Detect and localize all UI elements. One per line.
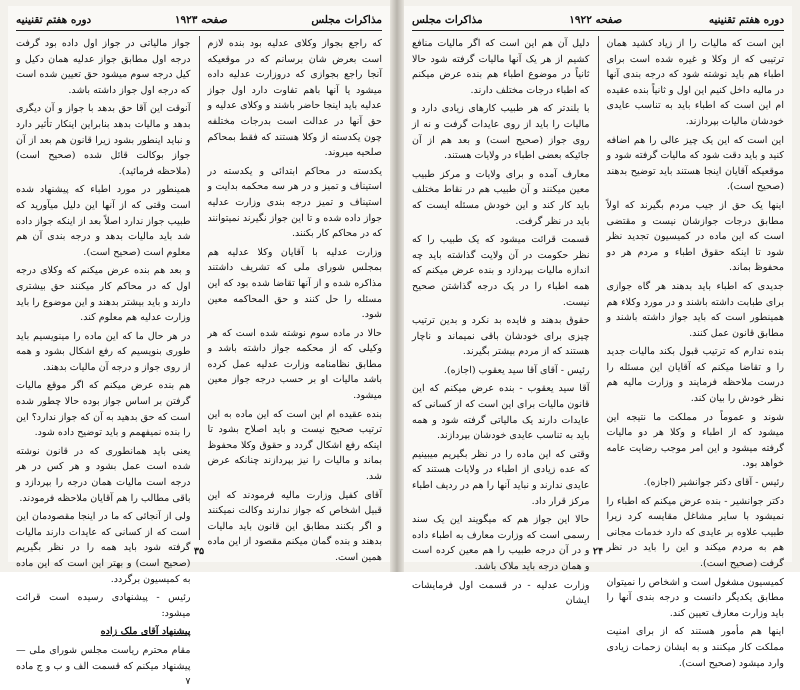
header-session-title: دوره هفتم تقنینیه	[708, 14, 784, 26]
paragraph: ولی از آنجائی که ما در اینجا مقصودمان این است که از کسانی که عایدات دارند مالیات گرفته شود باید همه را در نظر بگیریم (صحیح است) و بهتر این است که این ماده به کمیسیون برگردد.	[16, 511, 191, 585]
paragraph: وقتی که این ماده را در نظر بگیریم میبینیم که عده زیادی از اطباء در ولایات هستند که عایدی ندارند و نباید آنها را هم در ردیف اطباء مرکز قرار داد.	[412, 448, 590, 507]
paragraph: قسمت قرائت میشود که یک طبیب را که نظر حکومت در آن ولایت گذاشته باید چه اندازه مالیات بپردازد و بنده عرض میکنم که همه اطباء را در یک درجه گذاشتن صحیح نیست.	[412, 234, 590, 308]
paragraph: دکتر جوانشیر - بنده عرض میکنم که اطباء را نمیشود با سایر مشاغل مقایسه کرد زیرا طبیب علاوه بر عایدی که دارد خدمات مجانی هم به مردم میکند و این را باید در نظر گرفت (صحیح است).	[606, 495, 784, 569]
paragraph: همینطور در مورد اطباء که پیشنهاد شده است وقتی که از آنها این دلیل میآورید که طبیب جواز ندارد اصلاً بعد از اینکه جواز داده شد باید مالیات بدهد و درجه بندی آن هم معلوم است (صحیح است).	[16, 184, 191, 258]
text-column-right	[207, 36, 383, 563]
paragraph: آقا سید یعقوب - بنده عرض میکنم که این قانون مالیات برای این است که از کسانی که عایدات دارند یک مالیاتی گرفته شود و همه باید به تناسب عایدی خودشان بپردازند.	[412, 383, 590, 442]
paragraph: حالا این جواز هم که میگویند این یک سند رسمی است که وزارت معارف به اطباء داده و در آن درجه طبیب را هم معین کرده است و همان درجه باید ملاک باشد.	[412, 514, 590, 572]
text-column-left	[16, 36, 191, 688]
paragraph: وزارت عدلیه - در قسمت اول فرمایشات ایشان	[412, 579, 590, 607]
header-rule	[412, 30, 784, 31]
paragraph: رئیس - آقای آقا سید یعقوب (اجازه).	[443, 364, 590, 376]
page-header	[412, 12, 784, 28]
book-gutter	[390, 0, 404, 572]
header-page-label: صفحه ۱۹۲۲	[569, 14, 623, 26]
page-footer	[412, 544, 784, 558]
paragraph: که راجع بجواز وکلای عدلیه بود بنده لازم است بعرض شان برسانم که در موقعیکه آنجا راجع بجوازی که دروزارت عدلیه داده میشود یا آنها باهم تفاوت دارد اول جواز عدلیه باید اینجا حاضر باشند و وکلای عدلیه و حق آنها در عدالت است بدرجات مختلفه چون یکدسته از وکلا هستند که فقط بمحاکم صلحیه میروند.	[207, 38, 382, 159]
header-journal-title: مذاکرات مجلس	[311, 14, 382, 26]
paragraph: کمیسیون مشغول است و اشخاص را نمیتوان مطابق یکدیگر دانست و درجه بندی آنها را باید وزارت معارف تعیین کند.	[606, 576, 784, 619]
paragraph: حالا در ماده سوم نوشته شده است که هر وکیلی که از محکمه جواز داشته باشد و مطابق نظامنامه وزارت عدلیه عمل کرده باشد مالیات او بر حسب درجه جواز معین میشود.	[207, 327, 382, 402]
paragraph: رئیس - آقای دکتر جوانشیر (اجازه).	[643, 477, 784, 489]
paragraph: در هر حال ما که این ماده را مینویسیم باید طوری بنویسیم که رفع اشکال بشود و همه از روی جواز و درجه آن مالیات بدهند.	[16, 330, 191, 373]
paragraph: دلیل آن هم این است که اگر مالیات منافع کشیم از هر یک آنها مالیات گرفته شود حالا ثانیاً در موضوع اطباء هم بنده عرض میکنم که اطباء درجات مختلف دارند.	[412, 38, 590, 96]
paragraph: یعنی باید همانطوری که در قانون نوشته شده است عمل بشود و هر کس در هر درجه است مالیات همان درجه را بپردازد و باقی مطالب را هم آقایان ملاحظه فرمودند.	[16, 445, 191, 504]
paragraph: این است که این یک چیز عالی را هم اضافه کنید و باید دقت شود که مالیات گرفته شود و موقعیکه آقایان اینجا هستند باید توضیح بدهند (صحیح است).	[606, 134, 784, 193]
proposal-body: مقام محترم ریاست مجلس شورای ملی — پیشنهاد میکنم که قسمت الف و ب و ج ماده ۷	[16, 644, 191, 688]
paragraph: جواز مالیاتی در جواز اول داده بود گرفت درجه اول مطابق جواز عدلیه همان دکیل و کیل درجه سوم میشود حق تعیین شده است که درجه اول جواز داشته باشد.	[16, 38, 191, 96]
page-number: ۲۴	[592, 545, 604, 557]
page-header	[16, 12, 382, 28]
paragraph: هم بنده عرض میکنم که اگر موقع مالیات گرفتن بر اساس جواز بوده حالا چطور شده است که حق بدهید به آن که جواز ندارد؟ این را بنده نمیفهمم و باید توضیح داده شود.	[16, 380, 191, 439]
paragraph: آقای کفیل وزارت مالیه فرمودند که این قبیل اشخاص که جواز ندارند وکالت نمیکنند و اگر بکنند مطابق این قانون باید مالیات بدهند و بنده گمان میکنم مقصود از این ماده همین است.	[207, 489, 382, 563]
paragraph: با بلندتر که هر طبیب کارهای زیادی دارد و مالیات را باید از روی عایدات گرفت و نه از روی جواز (صحیح است) و بعد هم از آن جائیکه بعضی اطباء در ولایات هستند.	[412, 103, 590, 162]
paragraph: وزارت عدلیه با آقایان وکلا عدلیه هم بمجلس شورای ملی که تشریف داشتند مذاکره شده و از آنها تقاضا شده بود که این مسئله را حل کنند و حق المحاکمه معین شود.	[207, 246, 382, 321]
paragraph: اینها هم مأمور هستند که از برای امنیت مملکت کار میکنند و به ایشان زحمات زیادی وارد میشود (صحیح است).	[606, 626, 784, 669]
column-divider	[199, 36, 200, 540]
paragraph: و بعد هم بنده عرض میکنم که وکلای درجه اول که در محاکم کار میکنند حق بیشتری دارند و باید بیشتر بدهند و این موضوع را باید وزارت عدلیه هم معلوم کند.	[16, 265, 191, 324]
proposal-title: پیشنهاد آقای ملک زاده	[100, 626, 191, 638]
right-page	[404, 6, 792, 669]
paragraph: رئیس - پیشنهادی رسیده است قرائت میشود:	[16, 592, 191, 619]
left-page	[8, 6, 390, 688]
page-number: ۳۵	[193, 545, 205, 557]
text-column-right	[606, 36, 785, 669]
paragraph: حقوق بدهند و فایده بد نکرد و بدین ترتیب چیزی برای خودشان باقی نمیماند و ناچار هستند که از مردم بیشتر بگیرند.	[412, 315, 590, 358]
paragraph: این است که مالیات را از زیاد کشید همان ترتیبی که از وکلا و غیره شده است برای اطباء هم باید نوشته شود که درجه بندی آنها در مالیه داخل کنیم این اول و ثانیاً بنده عقیده ام این است که اطباء باید به تناسب عایدی خودشان مالیات بپردازند.	[606, 38, 784, 127]
header-journal-title: مذاکرات مجلس	[412, 14, 483, 26]
column-divider	[598, 36, 599, 540]
text-column-left	[412, 36, 590, 607]
paragraph: جدیدی که اطباء باید بدهند هر گاه جوازی برای طبابت داشته باشند و در مورد وکلاء هم همینطور است که باید جواز داشته باشند و مطابق قانون عمل کنند.	[606, 280, 784, 339]
paragraph: یکدسته در محاکم ابتدائی و یکدسته در استیناف و تمیز و در هر سه محکمه بدایت و استیناف و تمیز درجه بندی وزارت عدلیه جواز داده شده و تا این جواز نگیرند نمیتوانند که در محاکم کار بکنند.	[207, 165, 382, 240]
paragraph: بنده ندارم که ترتیب قبول بکند مالیات جدید را و تقاضا میکنم که آقایان این مسئله را درست ملاحظه فرمایند و وزارت مالیه هم نظر خودش را بیان کند.	[606, 346, 784, 405]
paragraph: شوند و عموماً در مملکت ما نتیجه این میشود که از اطباء و وکلا هر دو مالیات گرفته میشود و این امر موجب رضایت عامه خواهد بود.	[606, 411, 784, 470]
paragraph: بنده عقیده ام این است که این ماده به این ترتیب صحیح نیست و باید اصلاح بشود تا اینکه رفع اشکال گردد و حقوق وکلا محفوظ بماند و مالیات را نیز بپردازند چنانکه عرض شد.	[207, 408, 382, 483]
paragraph: اینها یک حق از جیب مردم بگیرند که اولاً مطابق درجات جوازشان نیست و مقتضی است که این ماده در کمیسیون تجدید نظر شود تا اینکه حقوق اطباء و مردم هر دو محفوظ بماند.	[606, 199, 784, 274]
header-session-title: دوره هفتم تقنینیه	[16, 14, 92, 26]
paragraph: معارف آمده و برای ولایات و مرکز طبیب معین میکنند و آن طبیب هم در نقاط مختلف باید کار کند و این خودش مسئله ایست که باید در نظر گرفت.	[412, 168, 590, 227]
page-footer	[16, 544, 382, 558]
paragraph: آنوقت این آقا حق بدهد با جواز و آن دیگری بدهد و مالیات بدهد بنابراین اینکار تأثیر دارد و نباید اینطور بشود زیرا قانون هم بعد از آن جواز بوکالت قائل شده (صحیح است) (ملاحظه فرمائید).	[16, 103, 191, 177]
header-page-label: صفحه ۱۹۲۳	[174, 14, 228, 26]
header-rule	[16, 30, 382, 31]
